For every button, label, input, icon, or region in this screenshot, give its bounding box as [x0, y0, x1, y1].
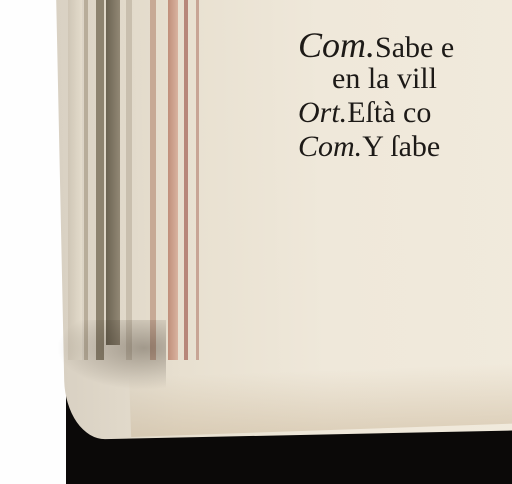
page-edge — [126, 0, 132, 360]
page-edge — [68, 0, 82, 360]
line-text: en la vill — [332, 62, 437, 95]
line-text: Sabe e — [375, 31, 455, 64]
line-text: Eſtà co — [347, 96, 432, 129]
text-line — [298, 96, 512, 130]
text-line — [298, 130, 512, 164]
page-edge — [196, 0, 199, 360]
speaker-label: Com. — [298, 130, 363, 163]
printed-text-block — [298, 25, 512, 164]
text-line — [298, 25, 512, 65]
page-edge — [96, 0, 104, 360]
page-edge — [106, 0, 120, 345]
page-edge — [150, 0, 156, 360]
page-edge — [184, 0, 188, 360]
text-line — [298, 62, 512, 96]
page-edge — [168, 0, 178, 360]
speaker-label: Com. — [298, 25, 376, 65]
page-edge — [84, 0, 88, 360]
line-text: Y ſabe — [362, 130, 441, 163]
page-fold-shadow — [56, 320, 166, 390]
speaker-label: Ort. — [298, 96, 348, 129]
